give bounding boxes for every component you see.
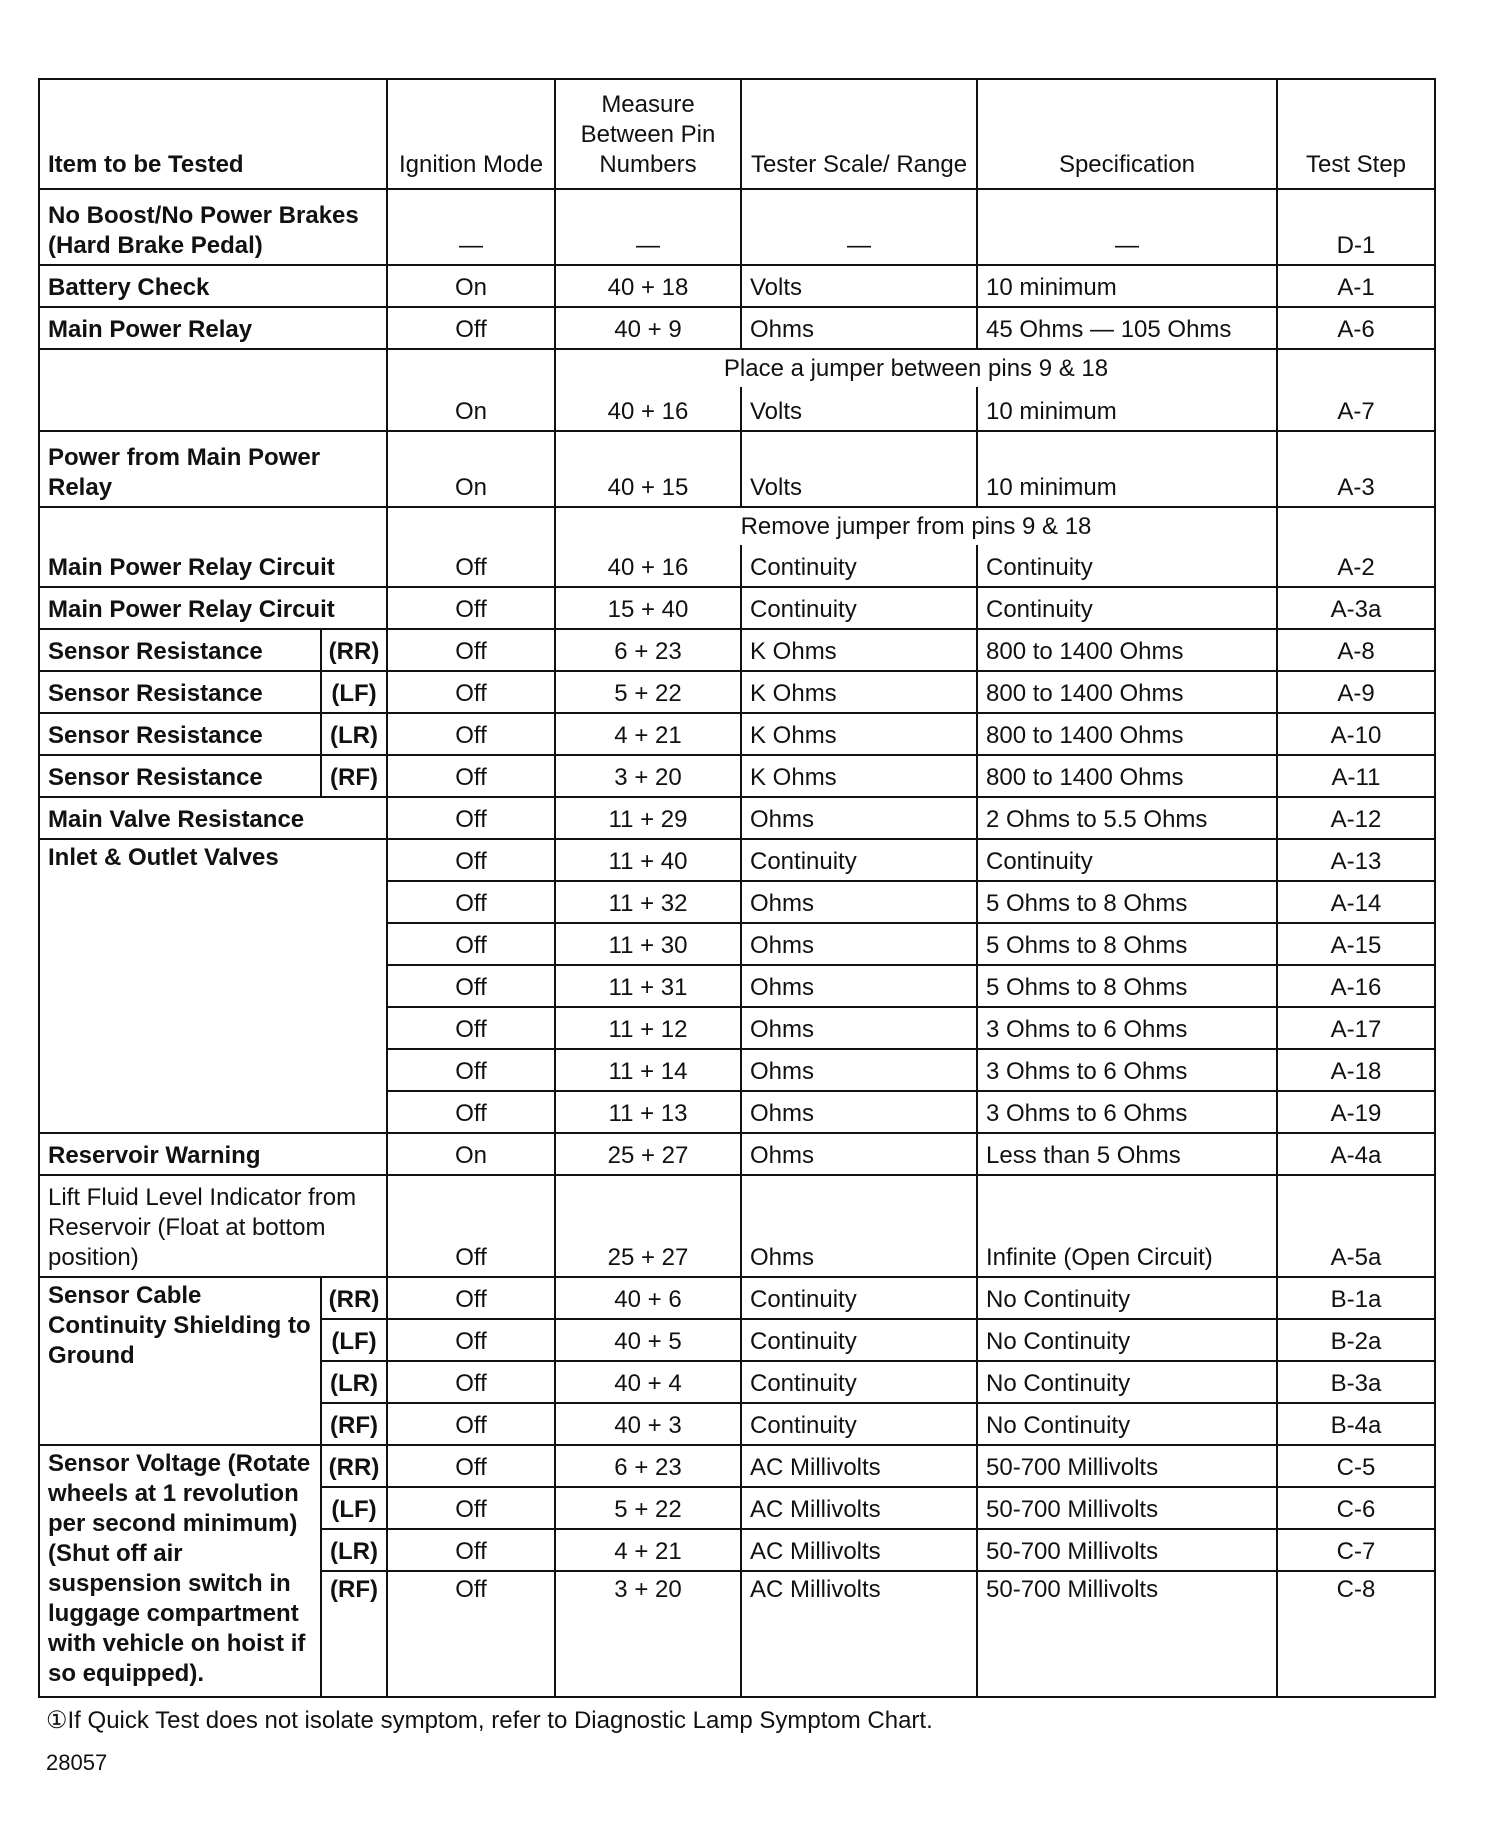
- spec-cell: No Continuity: [977, 1277, 1277, 1319]
- step-cell: B-2a: [1277, 1319, 1435, 1361]
- position-cell: (RR): [321, 1277, 387, 1319]
- step-cell: A-8: [1277, 629, 1435, 671]
- scale-cell: AC Millivolts: [741, 1529, 977, 1571]
- spec-cell: 5 Ohms to 8 Ohms: [977, 923, 1277, 965]
- ignition-cell: Off: [387, 671, 555, 713]
- pins-cell: 5 + 22: [555, 671, 741, 713]
- ignition-cell: Off: [387, 965, 555, 1007]
- item-cell: Sensor Cable Continuity Shielding to Ground: [39, 1277, 321, 1445]
- scale-cell: Continuity: [741, 1361, 977, 1403]
- spec-cell: Continuity: [977, 839, 1277, 881]
- ignition-cell: On: [387, 349, 555, 431]
- item-cell: Sensor Resistance: [39, 671, 321, 713]
- ignition-cell: Off: [387, 797, 555, 839]
- position-cell: (RF): [321, 755, 387, 797]
- spec-cell: Continuity: [977, 587, 1277, 629]
- scale-cell: Continuity: [741, 545, 977, 587]
- ignition-cell: Off: [387, 1007, 555, 1049]
- spec-cell: 800 to 1400 Ohms: [977, 629, 1277, 671]
- pins-cell: 11 + 14: [555, 1049, 741, 1091]
- table-row: [39, 713, 1435, 755]
- position-cell: (LR): [321, 1361, 387, 1403]
- spec-cell: 50-700 Millivolts: [977, 1445, 1277, 1487]
- document-number: 28057: [46, 1750, 108, 1775]
- scale-cell: Ohms: [741, 1133, 977, 1175]
- pins-cell: 25 + 27: [555, 1175, 741, 1277]
- header-item: Item to be Tested: [39, 79, 387, 189]
- header-tester: Tester Scale/ Range: [741, 79, 977, 189]
- step-cell: B-4a: [1277, 1403, 1435, 1445]
- pins-cell: 6 + 23: [555, 629, 741, 671]
- position-cell: (LF): [321, 1319, 387, 1361]
- spec-cell: 800 to 1400 Ohms: [977, 713, 1277, 755]
- ignition-cell: Off: [387, 507, 555, 587]
- position-cell: (LF): [321, 671, 387, 713]
- spec-cell: Less than 5 Ohms: [977, 1133, 1277, 1175]
- item-cell: Power from Main Power Relay: [39, 431, 387, 507]
- pins-cell: 40 + 16: [555, 545, 741, 587]
- table-row: [39, 1133, 1435, 1175]
- spec-cell: 50-700 Millivolts: [977, 1487, 1277, 1529]
- ignition-cell: Off: [387, 1091, 555, 1133]
- note-row: [39, 349, 1435, 387]
- step-cell: C-7: [1277, 1529, 1435, 1571]
- step-cell: C-5: [1277, 1445, 1435, 1487]
- scale-cell: Volts: [741, 431, 977, 507]
- pins-cell: 4 + 21: [555, 1529, 741, 1571]
- scale-cell: Ohms: [741, 307, 977, 349]
- spec-cell: No Continuity: [977, 1361, 1277, 1403]
- table-row: [39, 587, 1435, 629]
- pins-cell: 40 + 15: [555, 431, 741, 507]
- position-cell: (RF): [321, 1403, 387, 1445]
- item-cell: Inlet & Outlet Valves: [39, 839, 387, 1133]
- step-cell: A-11: [1277, 755, 1435, 797]
- pins-cell: 40 + 4: [555, 1361, 741, 1403]
- step-cell: A-12: [1277, 797, 1435, 839]
- footnote: ①If Quick Test does not isolate symptom, refer to Diagnostic Lamp Symptom Chart.: [46, 1707, 933, 1734]
- step-cell: B-1a: [1277, 1277, 1435, 1319]
- spec-cell: 3 Ohms to 6 Ohms: [977, 1007, 1277, 1049]
- spec-cell: 50-700 Millivolts: [977, 1529, 1277, 1571]
- position-cell: (RF): [321, 1571, 387, 1697]
- spec-cell: 5 Ohms to 8 Ohms: [977, 881, 1277, 923]
- pins-cell: 25 + 27: [555, 1133, 741, 1175]
- spec-cell: 10 minimum: [977, 387, 1277, 431]
- item-cell: Main Power Relay: [39, 307, 387, 349]
- pins-cell: 3 + 20: [555, 1571, 741, 1697]
- spec-cell: Infinite (Open Circuit): [977, 1175, 1277, 1277]
- scale-cell: Ohms: [741, 923, 977, 965]
- step-cell: A-3a: [1277, 587, 1435, 629]
- position-cell: (LR): [321, 713, 387, 755]
- table-row: [39, 755, 1435, 797]
- table-row: [39, 265, 1435, 307]
- table-row: [39, 1445, 1435, 1487]
- step-cell: A-3: [1277, 431, 1435, 507]
- ignition-cell: Off: [387, 1571, 555, 1697]
- item-cell: Sensor Resistance: [39, 629, 321, 671]
- scale-cell: K Ohms: [741, 713, 977, 755]
- table-row: [39, 1175, 1435, 1277]
- spec-cell: 800 to 1400 Ohms: [977, 755, 1277, 797]
- step-cell: C-8: [1277, 1571, 1435, 1697]
- table-row: [39, 431, 1435, 507]
- pins-cell: 6 + 23: [555, 1445, 741, 1487]
- test-table: [38, 78, 1436, 1698]
- jumper-note: Place a jumper between pins 9 & 18: [555, 349, 1277, 387]
- step-cell: A-4a: [1277, 1133, 1435, 1175]
- pins-cell: 5 + 22: [555, 1487, 741, 1529]
- scale-cell: Continuity: [741, 839, 977, 881]
- step-cell: C-6: [1277, 1487, 1435, 1529]
- ignition-cell: On: [387, 1133, 555, 1175]
- item-cell: Lift Fluid Level Indicator from Reservoir (Float at bottom position): [39, 1175, 387, 1277]
- item-cell: Main Power Relay Circuit: [39, 587, 387, 629]
- scale-cell: Ohms: [741, 1175, 977, 1277]
- step-cell: A-9: [1277, 671, 1435, 713]
- scale-cell: Ohms: [741, 965, 977, 1007]
- diagnostic-chart: [38, 78, 1434, 1698]
- header-spec: Specification: [977, 79, 1277, 189]
- pins-cell: 3 + 20: [555, 755, 741, 797]
- spec-cell: 800 to 1400 Ohms: [977, 671, 1277, 713]
- ignition-cell: Off: [387, 1403, 555, 1445]
- spec-cell: 5 Ohms to 8 Ohms: [977, 965, 1277, 1007]
- step-cell: A-5a: [1277, 1175, 1435, 1277]
- item-cell: Reservoir Warning: [39, 1133, 387, 1175]
- pins-cell: 11 + 40: [555, 839, 741, 881]
- ignition-cell: Off: [387, 755, 555, 797]
- table-row: [39, 189, 1435, 265]
- header-ignition: Ignition Mode: [387, 79, 555, 189]
- pins-cell: —: [555, 189, 741, 265]
- pins-cell: 4 + 21: [555, 713, 741, 755]
- spec-cell: 2 Ohms to 5.5 Ohms: [977, 797, 1277, 839]
- step-cell: D-1: [1277, 189, 1435, 265]
- step-cell: A-13: [1277, 839, 1435, 881]
- scale-cell: AC Millivolts: [741, 1571, 977, 1697]
- ignition-cell: Off: [387, 1487, 555, 1529]
- spec-cell: 45 Ohms — 105 Ohms: [977, 307, 1277, 349]
- spec-cell: No Continuity: [977, 1403, 1277, 1445]
- note-row: [39, 507, 1435, 545]
- step-cell: A-6: [1277, 307, 1435, 349]
- pins-cell: 40 + 18: [555, 265, 741, 307]
- ignition-cell: Off: [387, 713, 555, 755]
- step-cell: A-7: [1277, 349, 1435, 431]
- pins-cell: 40 + 16: [555, 387, 741, 431]
- step-cell: A-15: [1277, 923, 1435, 965]
- ignition-cell: Off: [387, 1049, 555, 1091]
- step-cell: A-14: [1277, 881, 1435, 923]
- scale-cell: AC Millivolts: [741, 1487, 977, 1529]
- position-cell: (LR): [321, 1529, 387, 1571]
- step-cell: A-16: [1277, 965, 1435, 1007]
- item-cell: Sensor Resistance: [39, 755, 321, 797]
- item-cell: No Boost/No Power Brakes (Hard Brake Pedal): [39, 189, 387, 265]
- scale-cell: K Ohms: [741, 671, 977, 713]
- ignition-cell: Off: [387, 1529, 555, 1571]
- ignition-cell: —: [387, 189, 555, 265]
- scale-cell: K Ohms: [741, 755, 977, 797]
- scale-cell: Continuity: [741, 1319, 977, 1361]
- ignition-cell: Off: [387, 1277, 555, 1319]
- item-cell: Sensor Voltage (Rotate wheels at 1 revolution per second minimum) (Shut off air suspension switch in luggage compartment with vehicle on hoist if so equipped).: [39, 1445, 321, 1697]
- blank-cell: [39, 349, 387, 431]
- ignition-cell: Off: [387, 307, 555, 349]
- item-cell: Main Power Relay Circuit: [39, 507, 387, 587]
- spec-cell: 10 minimum: [977, 431, 1277, 507]
- ignition-cell: Off: [387, 923, 555, 965]
- header-step: Test Step: [1277, 79, 1435, 189]
- scale-cell: Ohms: [741, 797, 977, 839]
- scale-cell: Volts: [741, 387, 977, 431]
- scale-cell: Ohms: [741, 1091, 977, 1133]
- pins-cell: 11 + 13: [555, 1091, 741, 1133]
- table-row: [39, 307, 1435, 349]
- pins-cell: 11 + 12: [555, 1007, 741, 1049]
- step-cell: A-1: [1277, 265, 1435, 307]
- step-cell: A-10: [1277, 713, 1435, 755]
- scale-cell: Continuity: [741, 1403, 977, 1445]
- header-row: [39, 79, 1435, 189]
- step-cell: A-19: [1277, 1091, 1435, 1133]
- item-cell: Sensor Resistance: [39, 713, 321, 755]
- ignition-cell: On: [387, 265, 555, 307]
- pins-cell: 40 + 3: [555, 1403, 741, 1445]
- ignition-cell: Off: [387, 839, 555, 881]
- spec-cell: 3 Ohms to 6 Ohms: [977, 1049, 1277, 1091]
- position-cell: (RR): [321, 1445, 387, 1487]
- ignition-cell: Off: [387, 629, 555, 671]
- pins-cell: 40 + 9: [555, 307, 741, 349]
- scale-cell: Ohms: [741, 881, 977, 923]
- ignition-cell: Off: [387, 1361, 555, 1403]
- scale-cell: Continuity: [741, 1277, 977, 1319]
- spec-cell: —: [977, 189, 1277, 265]
- pins-cell: 40 + 5: [555, 1319, 741, 1361]
- pins-cell: 15 + 40: [555, 587, 741, 629]
- position-cell: (LF): [321, 1487, 387, 1529]
- scale-cell: AC Millivolts: [741, 1445, 977, 1487]
- remove-jumper-note: Remove jumper from pins 9 & 18: [555, 507, 1277, 545]
- item-cell: Main Valve Resistance: [39, 797, 387, 839]
- table-row: [39, 671, 1435, 713]
- step-cell: A-2: [1277, 507, 1435, 587]
- header-measure: Measure Between Pin Numbers: [555, 79, 741, 189]
- scale-cell: Ohms: [741, 1049, 977, 1091]
- ignition-cell: Off: [387, 1445, 555, 1487]
- scale-cell: Continuity: [741, 587, 977, 629]
- table-row: [39, 797, 1435, 839]
- spec-cell: 10 minimum: [977, 265, 1277, 307]
- pins-cell: 11 + 30: [555, 923, 741, 965]
- step-cell: A-18: [1277, 1049, 1435, 1091]
- ignition-cell: Off: [387, 1175, 555, 1277]
- ignition-cell: Off: [387, 587, 555, 629]
- table-row: [39, 1277, 1435, 1319]
- step-cell: B-3a: [1277, 1361, 1435, 1403]
- ignition-cell: On: [387, 431, 555, 507]
- spec-cell: 3 Ohms to 6 Ohms: [977, 1091, 1277, 1133]
- spec-cell: Continuity: [977, 545, 1277, 587]
- pins-cell: 11 + 31: [555, 965, 741, 1007]
- item-cell: Battery Check: [39, 265, 387, 307]
- position-cell: (RR): [321, 629, 387, 671]
- scale-cell: Volts: [741, 265, 977, 307]
- pins-cell: 11 + 29: [555, 797, 741, 839]
- spec-cell: No Continuity: [977, 1319, 1277, 1361]
- ignition-cell: Off: [387, 1319, 555, 1361]
- scale-cell: Ohms: [741, 1007, 977, 1049]
- step-cell: A-17: [1277, 1007, 1435, 1049]
- pins-cell: 11 + 32: [555, 881, 741, 923]
- scale-cell: K Ohms: [741, 629, 977, 671]
- table-row: [39, 839, 1435, 881]
- ignition-cell: Off: [387, 881, 555, 923]
- pins-cell: 40 + 6: [555, 1277, 741, 1319]
- table-row: [39, 629, 1435, 671]
- scale-cell: —: [741, 189, 977, 265]
- spec-cell: 50-700 Millivolts: [977, 1571, 1277, 1697]
